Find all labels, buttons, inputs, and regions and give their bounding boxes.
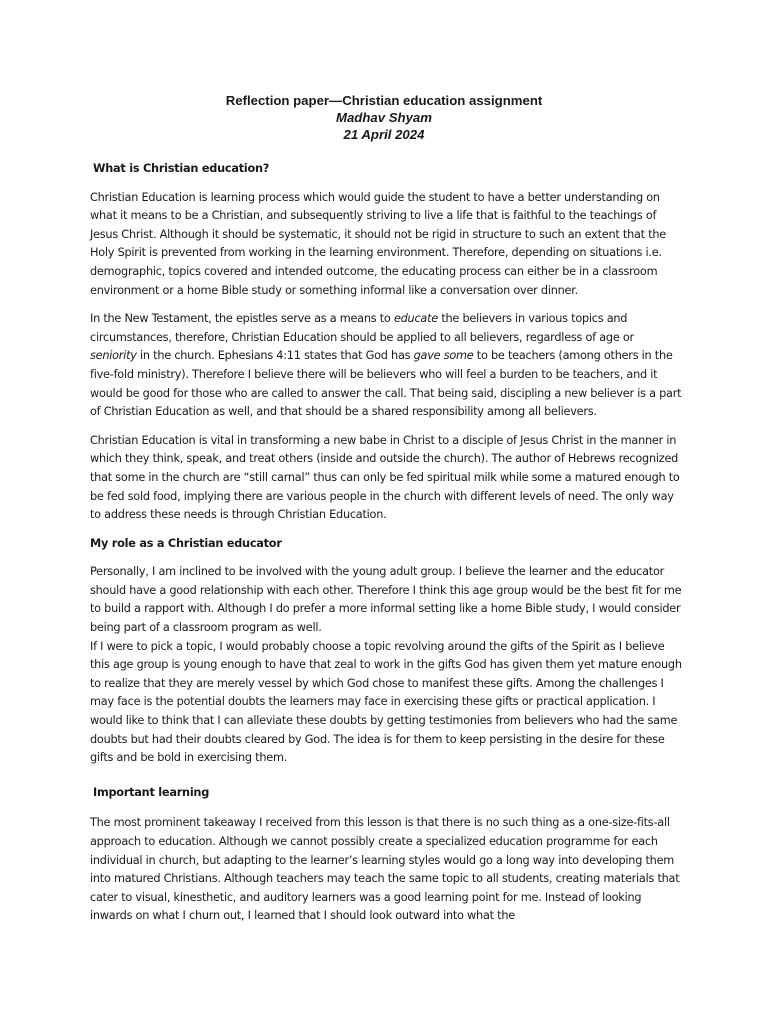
paragraph-text: to be teachers (among others in the five-fold ministry). Therefore I believe there will be believers who will feel a burden to be teachers, and it would be good for those who are called to answer the call. That being said, discipling a new believer is a part of Christian Education as well, and that should be a shared responsibility among all believers.	[90, 349, 682, 419]
paragraph-text: the believers in various topics and circumstances, therefore, Christian Education should be applied to all believers, regardless of age or	[90, 312, 634, 344]
paragraph: The most prominent takeaway I received from this lesson is that there is no such thing as a one-size-fits-all approach to education. Although we cannot possibly create a specialized education programme for each individual in church, but adapting to the learner’s learning styles would go a long way into developing them into matured Christians. Although teachers may teach the same topic to all students, creating materials that cater to visual, kinesthetic, and auditory learners was a good learning point for me. Instead of looking inwards on what I churn out, I learned that I should look outward into what the	[90, 816, 680, 923]
paragraph: Christian Education is learning process which would guide the student to have a better understanding on what it means to be a Christian, and subsequently striving to live a life that is faithful to the teachings of Jesus Christ. Although it should be systematic, it should not be rigid in structure to such an extent that the Holy Spirit is prevented from working in the learning environment. Therefore, depending on situations i.e. demographic, topics covered and intended outcome, the educating process can either be in a classroom environment or a home Bible study or something informal like a conversation over dinner.	[90, 190, 666, 297]
paragraph: If I were to pick a topic, I would probably choose a topic revolving around the gifts of the Spirit as I believe this age group is young enough to have that zeal to work in the gifts God has given them yet mature enough to realize that they are merely vessel by which God chose to manifest these gifts. Among the challenges I may face is the potential doubts the learners may face in exercising these gifts or practical application. I would like to think that I can alleviate these doubts by getting testimonies from believers who had the same doubts but had their doubts cleared by God. The idea is for them to keep persisting in the desire for these gifts and be bold in exercising them.	[90, 639, 682, 765]
document-date: 21 April 2024	[343, 127, 425, 142]
paragraph	[90, 310, 682, 422]
emphasis-text: seniority	[90, 349, 137, 363]
paragraph: Personally, I am inclined to be involved with the young adult group. I believe the learner and the educator should have a good relationship with each other. Therefore I think this age group would be the best fit for me to build a rapport with. Although I do prefer a more informal setting like a home Bible study, I would consider being part of a classroom program as well.	[90, 565, 682, 635]
document-title: Reflection paper—Christian education assignment	[225, 93, 543, 108]
paragraph: Christian Education is vital in transforming a new babe in Christ to a disciple of Jesus Christ in the manner in which they think, speak, and treat others (inside and outside the church). The author of Hebrews recognized that some in the church are “still carnal” thus can only be fed spiritual milk while some a matured enough to be fed sold food, implying there are various people in the church with different levels of need. The only way to address these needs is through Christian Education.	[90, 433, 680, 522]
document-header	[0, 92, 768, 143]
section-heading-important-learning: Important learning	[93, 785, 210, 799]
emphasis-text: educate	[393, 312, 438, 326]
emphasis-text: gave some	[413, 349, 474, 363]
document-body	[90, 160, 682, 936]
paragraph-text: In the New Testament, the epistles serve as a means to	[90, 312, 394, 326]
paragraph-text: in the church. Ephesians 4:11 states that God has	[136, 349, 414, 363]
section-heading-what-is-christian-education: What is Christian education?	[93, 162, 270, 175]
document-author: Madhav Shyam	[335, 110, 432, 125]
section-heading-my-role: My role as a Christian educator	[90, 536, 282, 550]
